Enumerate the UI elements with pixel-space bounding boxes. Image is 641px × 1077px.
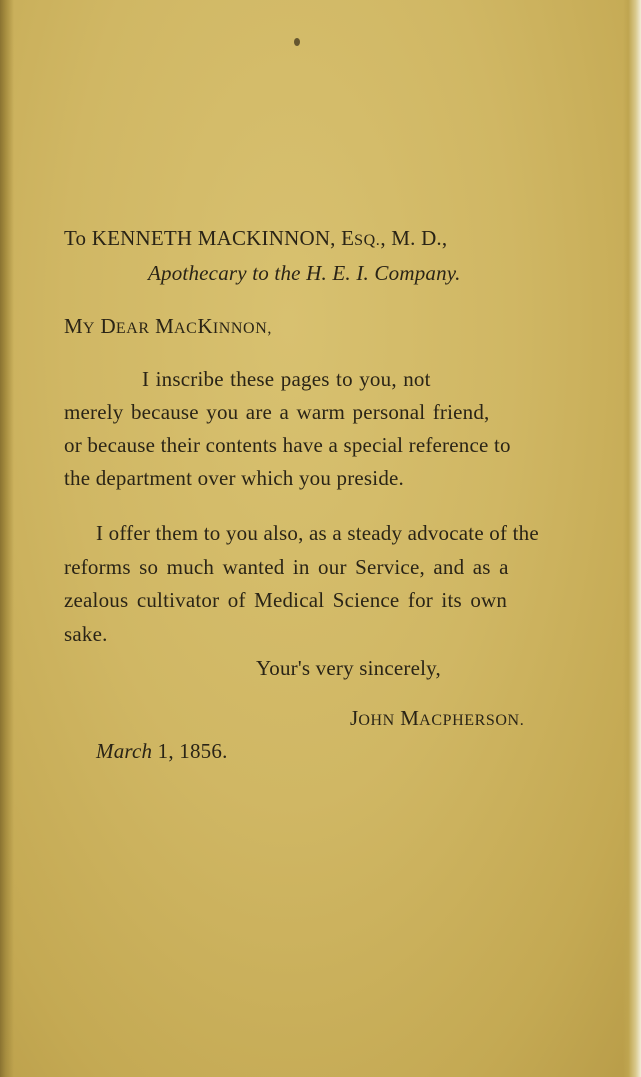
closing: Your's very sincerely, (256, 656, 441, 680)
paragraph2-line-1: I offer them to you also, as a steady advocate of the (96, 521, 539, 545)
addressee-line (64, 226, 447, 251)
paragraph1-line-1: I inscribe these pages to you, not (142, 367, 431, 391)
salutation-w1-cap: M (64, 314, 83, 338)
signature-first-rest: OHN (358, 712, 395, 729)
salutation-w3-cap2: K (197, 314, 213, 338)
date-month: March (96, 739, 153, 763)
addressee-degree: , M. D., (380, 226, 448, 250)
salutation-w3-rest: INNON, (212, 320, 272, 337)
date-line (96, 739, 228, 764)
salutation-w2-rest: EAR (115, 320, 150, 337)
ink-spot (294, 38, 300, 46)
signature-last-cap: M (400, 706, 420, 730)
paragraph2-line-2: reforms so much wanted in our Service, and as a (64, 555, 509, 579)
paragraph1-line-2: merely because you are a warm personal friend, (64, 400, 490, 424)
page-right-edge (623, 0, 641, 1077)
salutation-w1-rest: Y (82, 320, 96, 337)
addressee-prefix: To (64, 226, 87, 250)
salutation (64, 314, 272, 339)
salutation-w2-cap: D (100, 314, 116, 338)
date-rest: 1, 1856. (152, 739, 228, 763)
paragraph1-line-3: or because their contents have a special reference to (64, 433, 511, 457)
signature-last-rest: ACPHERSON. (419, 712, 525, 729)
signature-first-cap: J (350, 706, 359, 730)
esq-cap: E (341, 226, 355, 250)
addressee-name: KENNETH MACKINNON, (91, 226, 336, 250)
addressee-title: Apothecary to the H. E. I. Company. (148, 261, 461, 285)
paragraph1-line-4: the department over which you preside. (64, 466, 404, 490)
paragraph2-line-3: zealous cultivator of Medical Science for its own (64, 588, 508, 612)
salutation-w3-mid: AC (174, 320, 198, 337)
paragraph2-line-4: sake. (64, 622, 108, 646)
salutation-w3-cap: M (155, 314, 174, 338)
page-gutter-shadow (0, 0, 14, 1077)
esq-rest: SQ. (354, 232, 381, 249)
signature (350, 706, 524, 731)
